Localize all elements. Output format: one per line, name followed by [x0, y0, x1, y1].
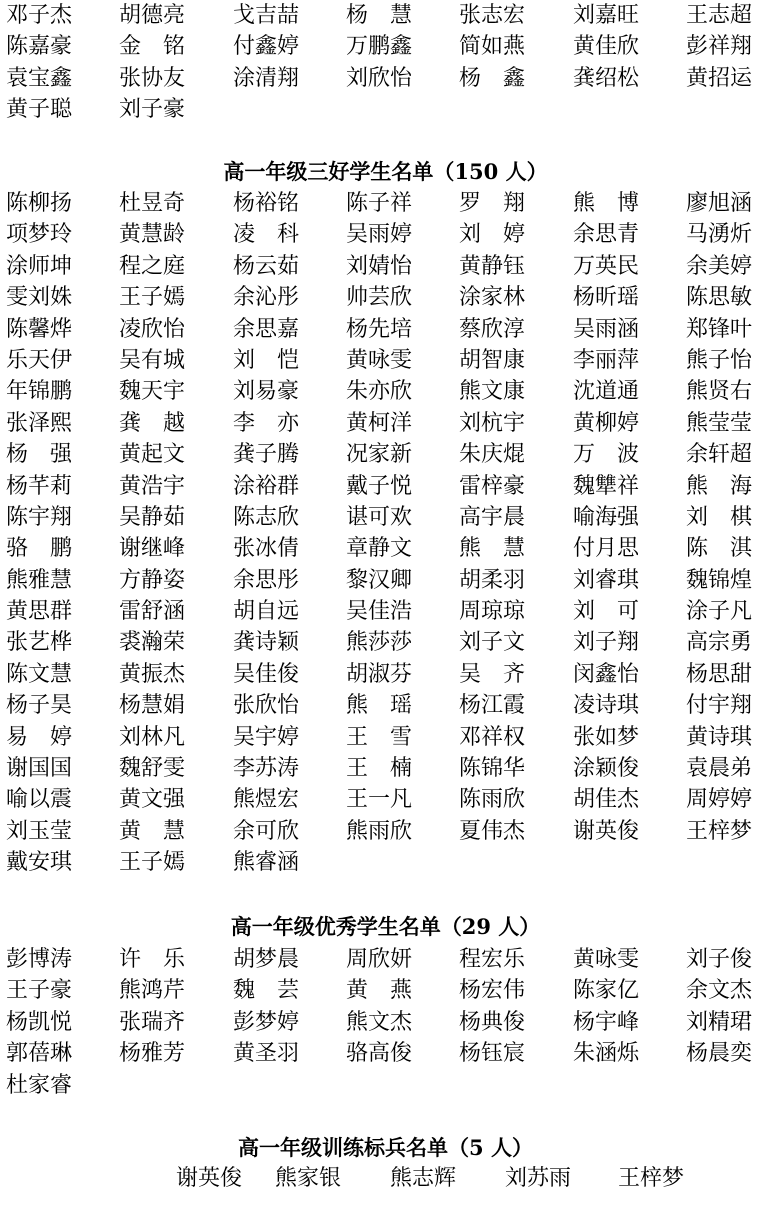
student-name: 郑锋叶	[686, 316, 753, 342]
student-name: 郭蓓琳	[6, 1041, 73, 1067]
student-name: 裘瀚荣	[119, 630, 186, 656]
name-row	[6, 533, 771, 564]
student-name: 吴佳俊	[233, 661, 300, 687]
student-name: 王一凡	[346, 787, 413, 813]
student-name: 程宏乐	[459, 947, 526, 972]
student-name: 刘精珺	[686, 1009, 753, 1035]
student-name: 黄柯洋	[346, 410, 413, 436]
section-title-training-models: 高一年级训练标兵名单（5 人）	[238, 1135, 533, 1160]
student-name: 黎汉卿	[346, 567, 413, 593]
student-name: 黄文强	[119, 787, 186, 813]
student-name: 吴 齐	[459, 661, 526, 687]
student-name: 李苏涛	[233, 756, 300, 782]
student-name: 陈柳扬	[6, 191, 73, 216]
student-name: 黄振杰	[119, 661, 186, 687]
student-name: 熊文康	[459, 379, 526, 405]
name-row	[6, 690, 771, 721]
student-name: 陈家亿	[573, 978, 640, 1004]
student-name: 万英民	[573, 253, 640, 279]
student-name: 陈雨欣	[459, 787, 526, 813]
student-name: 袁晨弟	[686, 756, 753, 782]
student-name: 雷舒涵	[119, 599, 186, 625]
student-name: 黄佳欣	[573, 34, 640, 60]
student-name: 熊文杰	[346, 1009, 413, 1035]
student-name: 喻以震	[6, 787, 73, 813]
student-name: 吴有城	[119, 347, 186, 373]
student-name: 张艺桦	[6, 630, 73, 656]
student-name: 年锦鹏	[6, 379, 73, 405]
student-name: 万鹏鑫	[346, 34, 413, 60]
student-name: 张欣怡	[233, 693, 300, 719]
student-name: 王子嫣	[119, 850, 186, 876]
student-name: 黄 慧	[119, 818, 186, 844]
student-name: 胡淑芬	[346, 661, 413, 687]
student-name: 刘睿琪	[573, 567, 640, 593]
student-name: 杜家睿	[6, 1072, 73, 1098]
student-name: 易 婷	[6, 724, 73, 750]
student-name: 喻海强	[573, 504, 640, 530]
student-name: 陈嘉豪	[6, 34, 73, 60]
student-name: 刘子豪	[119, 97, 186, 123]
student-name: 杨慧娟	[119, 693, 186, 719]
student-name: 高宗勇	[686, 630, 753, 656]
student-name: 戴安琪	[6, 850, 73, 876]
student-name: 骆高俊	[346, 1041, 413, 1067]
student-name: 涂清翔	[233, 65, 300, 91]
student-name: 杨 强	[6, 442, 73, 468]
name-row	[6, 251, 771, 282]
student-name: 吴雨涵	[573, 316, 640, 342]
student-name: 黄招运	[686, 65, 753, 91]
student-name: 涂师坤	[6, 253, 73, 279]
student-name: 彭博涛	[6, 947, 73, 972]
student-name: 余思嘉	[233, 316, 300, 342]
student-name: 刘易豪	[233, 379, 300, 405]
student-name: 杨 慧	[346, 3, 413, 28]
student-name: 熊 慧	[459, 536, 526, 562]
name-row	[6, 219, 771, 250]
student-name: 张志宏	[459, 3, 526, 28]
student-name: 蔡欣淳	[459, 316, 526, 342]
student-name: 黄浩宇	[119, 473, 186, 499]
name-row	[6, 0, 771, 31]
student-name: 杨 鑫	[459, 65, 526, 91]
student-name: 熊家银	[275, 1166, 342, 1191]
student-name: 龚诗颖	[233, 630, 300, 656]
student-name: 黄咏雯	[346, 347, 413, 373]
name-row	[6, 188, 771, 219]
student-name: 闵鑫怡	[573, 661, 640, 687]
student-name: 袁宝鑫	[6, 65, 73, 91]
student-name: 付月思	[573, 536, 640, 562]
student-name: 廖旭涵	[686, 191, 753, 216]
student-name: 付宇翔	[686, 693, 753, 719]
name-grid-section1	[6, 0, 771, 126]
student-name: 杜昱奇	[119, 191, 186, 216]
student-name: 凌 科	[233, 222, 300, 248]
training-models-names	[0, 1163, 771, 1195]
student-name: 夏伟杰	[459, 818, 526, 844]
name-row	[6, 753, 771, 784]
student-name: 刘 婷	[459, 222, 526, 248]
student-name: 黄思群	[6, 599, 73, 625]
name-row	[6, 722, 771, 753]
student-name: 况家新	[346, 442, 413, 468]
student-name: 熊 海	[686, 473, 753, 499]
student-name: 胡智康	[459, 347, 526, 373]
student-name: 程之庭	[119, 253, 186, 279]
student-name: 刘苏雨	[505, 1166, 572, 1191]
student-name: 项梦玲	[6, 222, 73, 248]
student-name: 熊 博	[573, 191, 640, 216]
student-name: 吴宇婷	[233, 724, 300, 750]
student-name: 黄柳婷	[573, 410, 640, 436]
name-row	[6, 1007, 771, 1038]
student-name: 简如燕	[459, 34, 526, 60]
student-name: 刘婧怡	[346, 253, 413, 279]
student-name: 余思彤	[233, 567, 300, 593]
student-name: 刘子文	[459, 630, 526, 656]
name-grid-three-good-students	[6, 188, 771, 879]
student-name: 付鑫婷	[233, 34, 300, 60]
student-name: 龚 越	[119, 410, 186, 436]
student-name: 余文杰	[686, 978, 753, 1004]
student-name: 杨先培	[346, 316, 413, 342]
student-name: 刘林凡	[119, 724, 186, 750]
student-name: 李 亦	[233, 410, 300, 436]
student-name: 陈文慧	[6, 661, 73, 687]
student-name: 杨云茹	[233, 253, 300, 279]
name-row	[6, 565, 771, 596]
student-name: 谌可欢	[346, 504, 413, 530]
student-name: 吴雨婷	[346, 222, 413, 248]
student-name: 熊莹莹	[686, 410, 753, 436]
student-name: 胡柔羽	[459, 567, 526, 593]
student-name: 魏天宇	[119, 379, 186, 405]
name-row	[6, 816, 771, 847]
student-name: 涂颖俊	[573, 756, 640, 782]
student-name: 彭祥翔	[686, 34, 753, 60]
student-name: 谢英俊	[176, 1166, 243, 1191]
name-row	[6, 345, 771, 376]
student-name: 黄子聪	[6, 97, 73, 123]
student-name: 吴佳浩	[346, 599, 413, 625]
student-name: 余可欣	[233, 818, 300, 844]
student-name: 涂裕群	[233, 473, 300, 499]
student-name: 陈锦华	[459, 756, 526, 782]
student-name: 杨宇峰	[573, 1009, 640, 1035]
student-name: 周琼琼	[459, 599, 526, 625]
student-name: 谢英俊	[573, 818, 640, 844]
student-name: 刘 可	[573, 599, 640, 625]
student-name: 熊贤右	[686, 379, 753, 405]
student-name: 沈道通	[573, 379, 640, 405]
student-name: 张泽熙	[6, 410, 73, 436]
student-name: 余轩超	[686, 442, 753, 468]
student-name: 马湧炘	[686, 222, 753, 248]
name-row	[6, 439, 771, 470]
student-name: 吴静茹	[119, 504, 186, 530]
student-name: 陈思敏	[686, 285, 753, 311]
student-name: 刘嘉旺	[573, 3, 640, 28]
student-name: 涂子凡	[686, 599, 753, 625]
student-name: 魏锦煌	[686, 567, 753, 593]
student-name: 黄诗琪	[686, 724, 753, 750]
student-name: 杨思甜	[686, 661, 753, 687]
student-name: 陈子祥	[346, 191, 413, 216]
student-name: 陈宇翔	[6, 504, 73, 530]
name-row	[6, 408, 771, 439]
student-name: 余思青	[573, 222, 640, 248]
student-name: 陈志欣	[233, 504, 300, 530]
student-name: 黄慧龄	[119, 222, 186, 248]
student-name: 谢国国	[6, 756, 73, 782]
student-name: 乐天伊	[6, 347, 73, 373]
student-name: 王志超	[686, 3, 753, 28]
student-name: 雷梓豪	[459, 473, 526, 499]
student-name: 许 乐	[119, 947, 186, 972]
student-name: 熊 瑶	[346, 693, 413, 719]
student-name: 周欣妍	[346, 947, 413, 972]
student-name: 朱涵烁	[573, 1041, 640, 1067]
student-name: 涂家林	[459, 285, 526, 311]
student-name: 魏舒雯	[119, 756, 186, 782]
student-name: 王 楠	[346, 756, 413, 782]
student-name: 邓祥权	[459, 724, 526, 750]
student-name: 杨雅芳	[119, 1041, 186, 1067]
student-name: 戈吉喆	[233, 3, 300, 28]
student-name: 王梓梦	[618, 1166, 685, 1191]
student-name: 谢继峰	[119, 536, 186, 562]
name-grid-excellent-students	[6, 944, 771, 1101]
student-name: 熊鸿芹	[119, 978, 186, 1004]
student-name: 张如梦	[573, 724, 640, 750]
student-name: 熊志辉	[390, 1166, 457, 1191]
student-name: 胡佳杰	[573, 787, 640, 813]
name-row	[6, 1038, 771, 1069]
student-name: 杨芊莉	[6, 473, 73, 499]
student-name: 杨子昊	[6, 693, 73, 719]
student-name: 陈 淇	[686, 536, 753, 562]
student-name: 熊雨欣	[346, 818, 413, 844]
student-name: 罗 翔	[459, 191, 526, 216]
student-name: 杨宏伟	[459, 978, 526, 1004]
student-name: 高宇晨	[459, 504, 526, 530]
student-name: 熊子怡	[686, 347, 753, 373]
name-row	[6, 282, 771, 313]
student-name: 杨钰宸	[459, 1041, 526, 1067]
name-row	[6, 944, 771, 975]
student-name: 魏 芸	[233, 978, 300, 1004]
student-name: 雯刘姝	[6, 285, 73, 311]
name-row	[6, 1070, 771, 1101]
student-name: 杨昕瑶	[573, 285, 640, 311]
student-name: 杨典俊	[459, 1009, 526, 1035]
student-name: 王梓梦	[686, 818, 753, 844]
student-name: 黄静钰	[459, 253, 526, 279]
student-name: 骆 鹏	[6, 536, 73, 562]
student-name: 邓子杰	[6, 3, 73, 28]
name-row	[6, 94, 771, 125]
student-name: 李丽萍	[573, 347, 640, 373]
student-name: 万 波	[573, 442, 640, 468]
student-name: 凌诗琪	[573, 693, 640, 719]
student-name: 朱亦欣	[346, 379, 413, 405]
student-name: 王 雪	[346, 724, 413, 750]
student-name: 张冰倩	[233, 536, 300, 562]
student-name: 刘欣怡	[346, 65, 413, 91]
student-name: 杨裕铭	[233, 191, 300, 216]
student-name: 龚子腾	[233, 442, 300, 468]
name-row	[6, 596, 771, 627]
student-name: 余沁彤	[233, 285, 300, 311]
student-name: 彭梦婷	[233, 1009, 300, 1035]
student-name: 王子豪	[6, 978, 73, 1004]
student-name: 戴子悦	[346, 473, 413, 499]
student-name: 胡德亮	[119, 3, 186, 28]
name-row	[6, 627, 771, 658]
student-name: 杨江霞	[459, 693, 526, 719]
name-row	[6, 847, 771, 878]
name-row	[6, 659, 771, 690]
name-row	[6, 31, 771, 62]
name-row	[6, 314, 771, 345]
section-title-excellent-students: 高一年级优秀学生名单（29 人）	[230, 914, 541, 939]
student-name: 余美婷	[686, 253, 753, 279]
student-name: 张瑞齐	[119, 1009, 186, 1035]
student-name: 熊睿涵	[233, 850, 300, 876]
student-name: 周婷婷	[686, 787, 753, 813]
section-title-three-good-students: 高一年级三好学生名单（150 人）	[223, 159, 548, 184]
student-name: 章静文	[346, 536, 413, 562]
student-name: 胡自远	[233, 599, 300, 625]
student-name: 方静姿	[119, 567, 186, 593]
student-name: 刘 棋	[686, 504, 753, 530]
student-name: 熊煜宏	[233, 787, 300, 813]
student-name: 刘子俊	[686, 947, 753, 972]
name-row	[6, 975, 771, 1006]
student-name: 刘子翔	[573, 630, 640, 656]
student-name: 熊莎莎	[346, 630, 413, 656]
student-name: 刘杭宇	[459, 410, 526, 436]
student-name: 刘玉莹	[6, 818, 73, 844]
student-name: 龚绍松	[573, 65, 640, 91]
name-row	[6, 376, 771, 407]
name-row	[6, 784, 771, 815]
student-name: 黄咏雯	[573, 947, 640, 972]
student-name: 陈馨烨	[6, 316, 73, 342]
student-name: 凌欣怡	[119, 316, 186, 342]
student-name: 黄圣羽	[233, 1041, 300, 1067]
student-name: 王子嫣	[119, 285, 186, 311]
student-name: 胡梦晨	[233, 947, 300, 972]
student-name: 黄 燕	[346, 978, 413, 1004]
student-name: 魏犨祥	[573, 473, 640, 499]
name-row	[6, 502, 771, 533]
student-name: 熊雅慧	[6, 567, 73, 593]
student-name: 杨凯悦	[6, 1009, 73, 1035]
student-name: 黄起文	[119, 442, 186, 468]
student-name: 刘 恺	[233, 347, 300, 373]
name-row	[6, 63, 771, 94]
student-name: 帅芸欣	[346, 285, 413, 311]
name-row	[6, 471, 771, 502]
student-name: 朱庆焜	[459, 442, 526, 468]
student-name: 杨晨奕	[686, 1041, 753, 1067]
student-name: 张协友	[119, 65, 186, 91]
student-name: 金 铭	[119, 34, 186, 60]
